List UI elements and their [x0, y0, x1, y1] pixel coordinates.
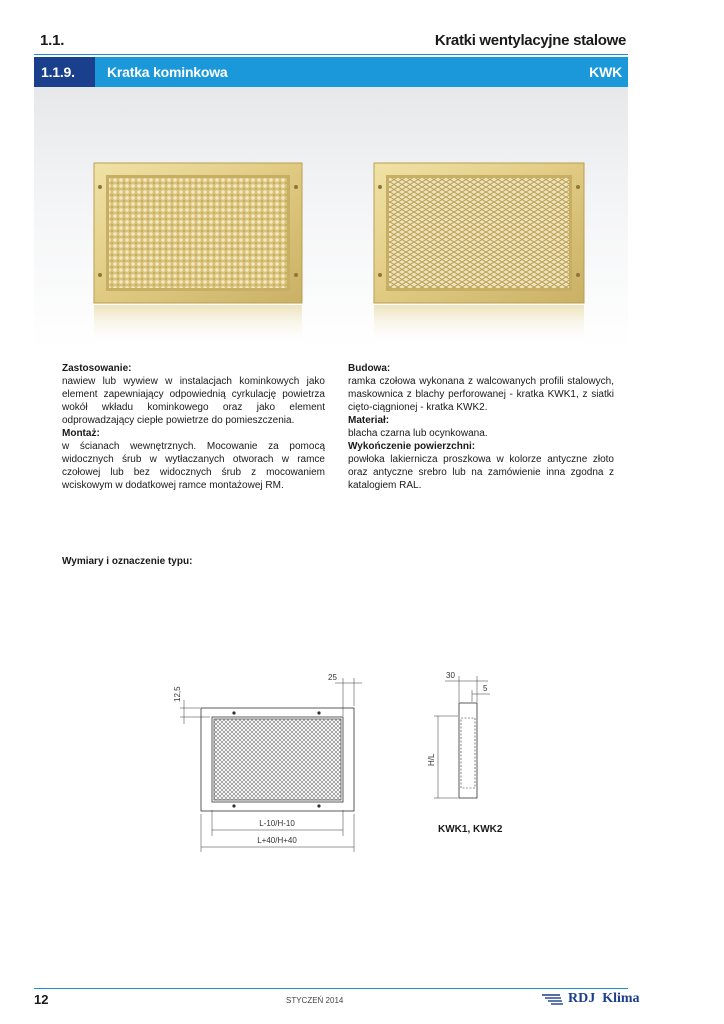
subsection-number: 1.1.9. — [41, 64, 75, 80]
logo-text: RDJ Klima — [568, 991, 640, 1006]
subsection-title: Kratka kominkowa — [107, 64, 228, 80]
subsection-title-bar — [95, 57, 628, 87]
subsection-number-bar — [34, 57, 95, 87]
left-description-column — [62, 362, 325, 492]
logo-speed-lines-icon — [542, 993, 564, 1005]
side-view — [434, 676, 490, 798]
footer-rule — [34, 988, 628, 989]
kwk2-photo — [374, 163, 584, 345]
technical-drawing — [0, 660, 724, 860]
material-text: blacha czarna lub ocynkowana. — [348, 428, 488, 439]
section-number: 1.1. — [40, 32, 65, 49]
issue-date: STYCZEŃ 2014 — [286, 996, 344, 1005]
dim-front-outer: L+40/H+40 — [257, 836, 297, 845]
kwk1-photo — [94, 163, 302, 345]
dim-front-top: 25 — [328, 673, 337, 682]
montaz-label: Montaż: — [62, 428, 100, 439]
dimensions-title: Wymiary i oznaczenie typu: — [62, 556, 193, 567]
model-label: KWK1, KWK2 — [438, 824, 503, 835]
dim-side-depth: 30 — [446, 671, 455, 680]
dim-front-inner: L-10/H-10 — [259, 819, 295, 828]
right-description-column — [348, 362, 614, 492]
header-rule — [34, 54, 628, 55]
wykonczenie-text: powłoka lakiernicza proszkowa w kolorze antyczne złoto oraz antyczne srebro lub na zamówienie inna zgodna z katalogiem RAL. — [348, 454, 614, 491]
section-title: Kratki wentylacyjne stalowe — [434, 32, 626, 49]
budowa-label: Budowa: — [348, 363, 391, 374]
dim-side-frame: 5 — [483, 684, 488, 693]
page-number: 12 — [34, 992, 49, 1007]
company-logo — [542, 991, 640, 1007]
product-photo-band — [34, 87, 628, 350]
budowa-text: ramka czołowa wykonana z walcowanych profili stalowych, maskownica z blachy perforowanej - kratka KWK1, z siatki cięto-ciągnionej - kratka KWK2. — [348, 376, 614, 413]
wykonczenie-label: Wykończenie powierzchni: — [348, 441, 476, 452]
dim-front-side: 12,5 — [173, 686, 182, 702]
product-photos — [34, 87, 628, 350]
zastosowanie-label: Zastosowanie: — [62, 363, 132, 374]
montaz-text: w ścianach wewnętrznych. Mocowanie za pomocą widocznych śrub w wytłaczanych otworach w ramce czołowej lub bez widocznych śrub z mocowaniem wciskowym w dodatkowej ramce montażowej RM. — [62, 441, 325, 491]
material-label: Materiał: — [348, 415, 390, 426]
product-code: KWK — [589, 64, 622, 80]
dim-side-height: H/L — [427, 753, 436, 766]
zastosowanie-text: nawiew lub wywiew w instalacjach kominkowych jako element zapewniający odpowiednią cyrkulację powietrza wokół wkładu kominkowego oraz jako element odprowadzający ciepłe powietrze do pomieszczenia. — [62, 376, 325, 426]
